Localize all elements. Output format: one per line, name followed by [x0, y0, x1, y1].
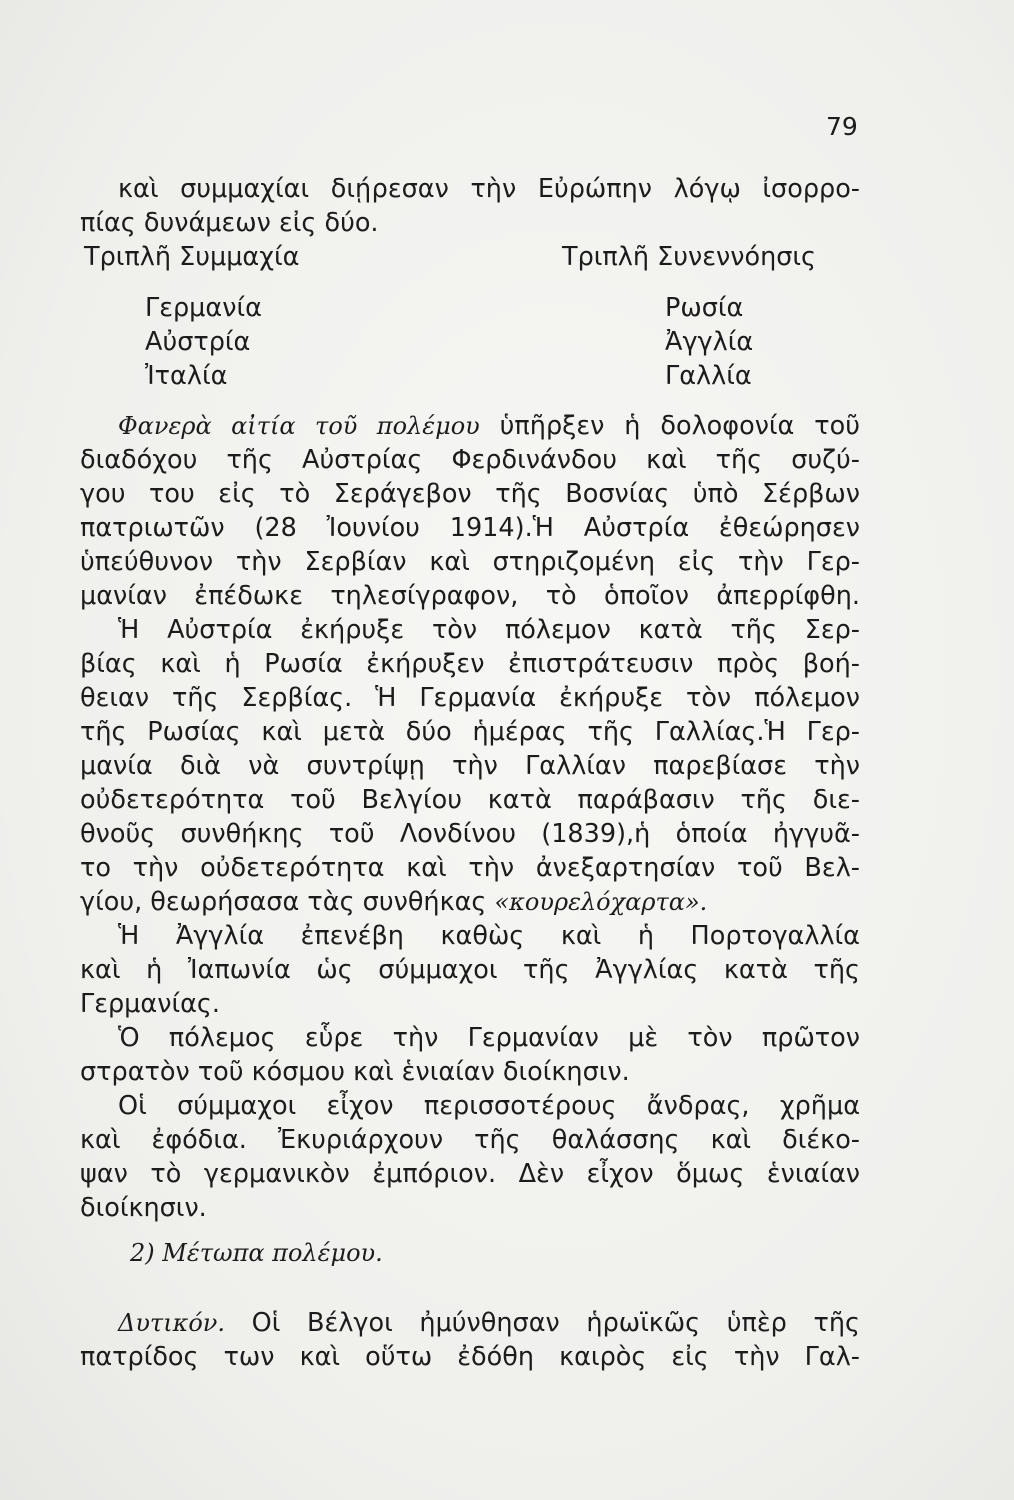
entente-member: Ἀγγλία — [665, 327, 754, 357]
text-line: Γερμανίας. — [80, 989, 220, 1019]
text-line: γου του εἰς τὸ Σεράγεβον τῆς Βοσνίας ὑπὸ Σέρβων — [80, 479, 860, 509]
text-line: Δυτικόν. Οἱ Βέλγοι ἠμύνθησαν ἡρωϊκῶς ὑπὲρ τῆς — [118, 1308, 860, 1338]
text-line: ψαν τὸ γερμανικὸν ἐμπόριον. Δὲν εἶχον ὅμως ἑνιαίαν — [80, 1159, 860, 1189]
text-line: πίας δυνάμεων εἰς δύο. — [80, 208, 379, 238]
text-line: οὐδετερότητα τοῦ Βελγίου κατὰ παράβασιν τῆς διε- — [80, 785, 860, 815]
text-line: μανίαν ἐπέδωκε τηλεσίγραφον, τὸ ὁποῖον ἀπερρίφθη. — [80, 581, 860, 611]
text-line: γίου, θεωρήσασα τὰς συνθήκας «κουρελόχαρτα». — [80, 887, 708, 917]
alliance-member: Αὐστρία — [145, 327, 251, 357]
text-line: Οἱ σύμμαχοι εἶχον περισσοτέρους ἄνδρας, χρῆμα — [118, 1091, 860, 1121]
page-number: 79 — [826, 112, 858, 141]
text-line: Ὁ πόλεμος εὗρε τὴν Γερμανίαν μὲ τὸν πρῶτον — [118, 1023, 860, 1053]
triple-alliance-title: Τριπλῆ Συμμαχία — [84, 242, 300, 272]
text-line: καὶ ἐφόδια. Ἐκυριάρχουν τῆς θαλάσσης καὶ διέκο- — [80, 1125, 860, 1155]
triple-entente-title: Τριπλῆ Συνεννόησις — [562, 242, 817, 272]
text-line: το τὴν οὐδετερότητα καὶ τὴν ἀνεξαρτησίαν τοῦ Βελ- — [80, 853, 860, 883]
text-line: διαδόχου τῆς Αὐστρίας Φερδινάνδου καὶ τῆς συζύ- — [80, 445, 860, 475]
alliance-member: Γερμανία — [145, 293, 262, 323]
text-line: Ἡ Ἀγγλία ἐπενέβη καθὼς καὶ ἡ Πορτογαλλία — [118, 921, 860, 951]
text-line: διοίκησιν. — [80, 1193, 207, 1223]
text-line: τῆς Ρωσίας καὶ μετὰ δύο ἡμέρας τῆς Γαλλίας.Ἡ Γερ- — [80, 717, 860, 747]
alliance-member: Ἰταλία — [145, 361, 228, 391]
section-heading: 2) Μέτωπα πολέμου. — [130, 1239, 383, 1267]
entente-member: Γαλλία — [665, 361, 752, 391]
text-line: θνοῦς συνθήκης τοῦ Λονδίνου (1839),ἡ ὁποία ἠγγυᾶ- — [80, 819, 860, 849]
text-line: μανία διὰ νὰ συντρίψῃ τὴν Γαλλίαν παρεβίασε τὴν — [80, 751, 860, 781]
text-line: στρατὸν τοῦ κόσμου καὶ ἑνιαίαν διοίκησιν. — [80, 1057, 630, 1087]
text-line: καὶ ἡ Ἰαπωνία ὡς σύμμαχοι τῆς Ἀγγλίας κατὰ τῆς — [80, 955, 860, 985]
text-line: Φανερὰ αἰτία τοῦ πολέμου ὑπῆρξεν ἡ δολοφονία τοῦ — [118, 411, 860, 441]
italic-phrase: Δυτικόν. — [118, 1309, 226, 1337]
text-line: ὑπεύθυνον τὴν Σερβίαν καὶ στηριζομένη εἰς τὴν Γερ- — [80, 547, 860, 577]
text-line: καὶ συμμαχίαι διῄρεσαν τὴν Εὐρώπην λόγῳ ἰσορρο- — [118, 174, 860, 204]
italic-phrase: «κουρελόχαρτα». — [494, 888, 708, 916]
text-line: θειαν τῆς Σερβίας. Ἡ Γερμανία ἐκήρυξε τὸν πόλεμον — [80, 683, 860, 713]
text-line: Ἡ Αὐστρία ἐκήρυξε τὸν πόλεμον κατὰ τῆς Σερ- — [118, 615, 860, 645]
text-line: πατριωτῶν (28 Ἰουνίου 1914).Ἡ Αὐστρία ἐθεώρησεν — [80, 513, 860, 543]
entente-member: Ρωσία — [665, 293, 744, 323]
italic-phrase: Φανερὰ αἰτία τοῦ πολέμου — [118, 412, 480, 440]
text-line: πατρίδος των καὶ οὕτω ἐδόθη καιρὸς εἰς τὴν Γαλ- — [80, 1342, 860, 1372]
text-line: βίας καὶ ἡ Ρωσία ἐκήρυξεν ἐπιστράτευσιν πρὸς βοή- — [80, 649, 860, 679]
